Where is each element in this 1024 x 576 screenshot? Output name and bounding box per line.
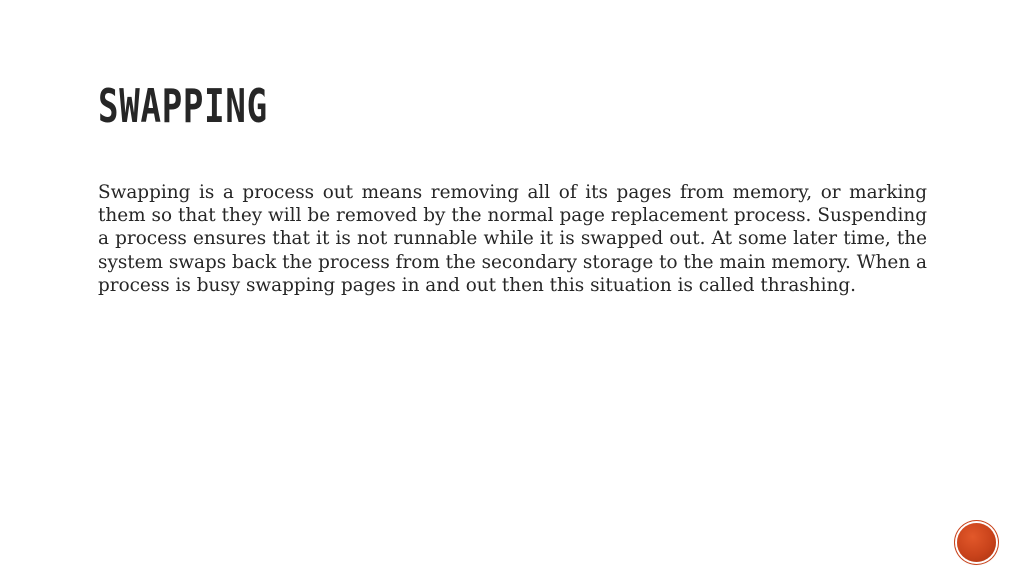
slide-body-text: Swapping is a process out means removing all of its pages from memory, or marking them so that they will be removed by the normal page replacement process. Suspending a process ensures that it is not runnable while it is swapped out. At some later time, the system swaps back the process from the secondary storage to the main memory. When a process is busy swapping pages in and out then this situation is called thrashing. bbox=[98, 182, 927, 296]
slide-number-badge bbox=[957, 523, 996, 562]
slide-title: SWAPPING bbox=[98, 79, 268, 133]
